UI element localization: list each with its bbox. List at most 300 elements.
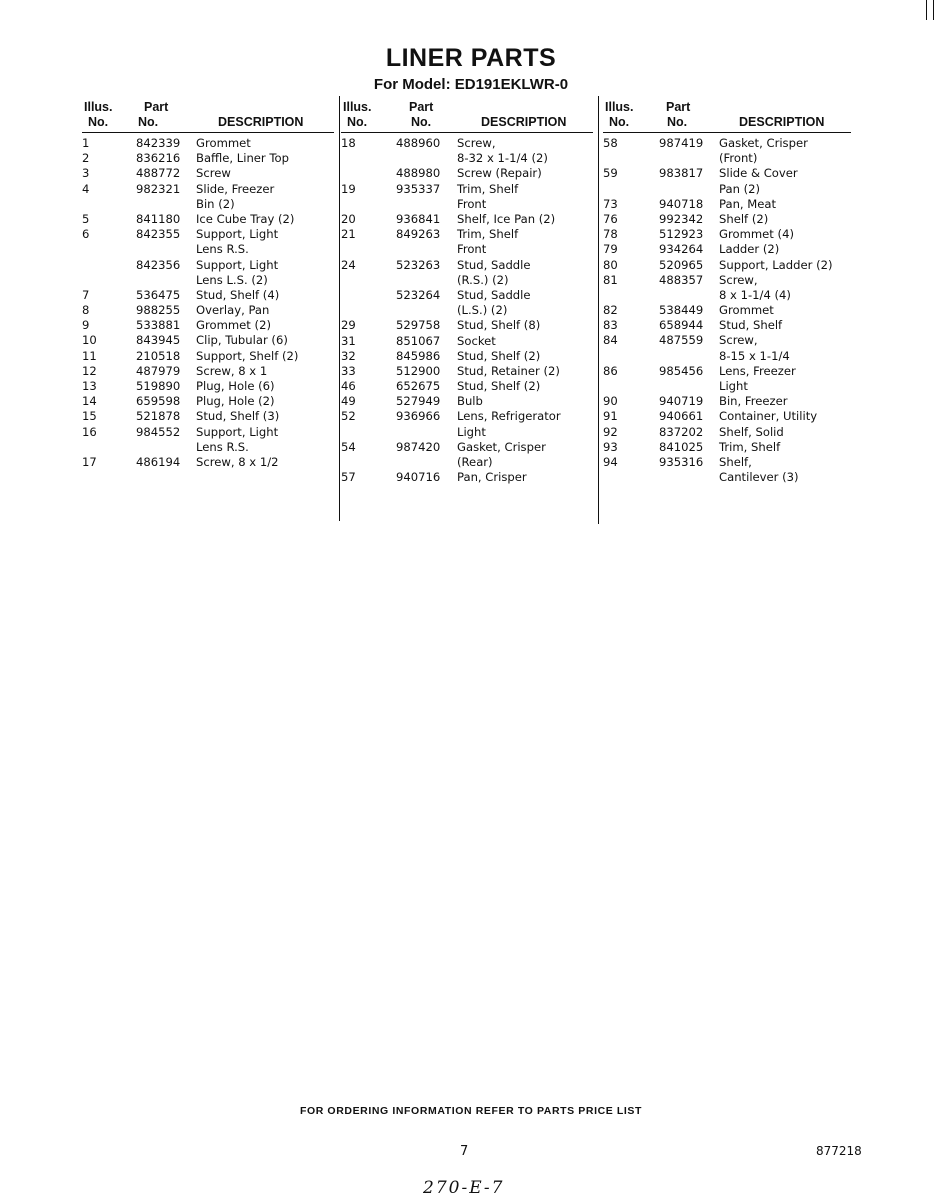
description	[457, 334, 496, 349]
part-number: 842355	[136, 227, 181, 242]
illus-number: 80	[603, 257, 618, 272]
part-number: 841025	[659, 439, 704, 454]
description	[719, 273, 791, 303]
description-line: Shelf,	[719, 455, 752, 470]
table-row	[603, 197, 851, 212]
description	[196, 212, 294, 227]
illus-number: 31	[341, 333, 356, 348]
description-line: Stud, Shelf (2)	[457, 379, 541, 394]
table-row	[82, 258, 334, 288]
description-line: Stud, Shelf (4)	[196, 287, 280, 302]
part-number: 841180	[136, 211, 181, 226]
description-line: Grommet	[719, 303, 774, 318]
description	[196, 318, 271, 333]
table-row	[82, 212, 334, 227]
part-number: 652675	[396, 379, 441, 394]
illus-number: 52	[341, 409, 356, 424]
description-line: Lens, Freezer	[719, 363, 796, 378]
column-divider	[339, 96, 340, 521]
table-row	[603, 318, 851, 333]
description-line: Grommet	[196, 136, 251, 150]
part-number: 849263	[396, 227, 441, 242]
description-line: Shelf, Solid	[719, 424, 784, 439]
description-line: Stud, Shelf (3)	[196, 409, 280, 424]
illus-number: 78	[603, 227, 618, 242]
description-line: Stud, Saddle	[457, 257, 531, 272]
table-row	[341, 318, 593, 333]
description	[457, 364, 560, 379]
part-number: 512900	[396, 363, 441, 378]
table-row	[341, 470, 593, 485]
description-line: Plug, Hole (2)	[196, 394, 275, 409]
illus-number: 15	[82, 409, 97, 424]
table-row	[341, 409, 593, 439]
description	[196, 227, 278, 257]
description	[196, 379, 275, 394]
table-row	[603, 273, 851, 303]
description-line: Screw,	[457, 136, 496, 150]
part-number: 936966	[396, 409, 441, 424]
column-header	[341, 100, 593, 133]
description-line: Light	[719, 379, 748, 394]
description-line: Screw,	[719, 272, 758, 287]
illus-number: 82	[603, 303, 618, 318]
illus-number: 92	[603, 424, 618, 439]
description-line: Support, Light	[196, 424, 279, 439]
description	[196, 151, 289, 166]
description-line: Lens, Refrigerator	[457, 409, 561, 424]
description	[719, 318, 782, 333]
table-row	[82, 136, 334, 151]
column-header	[82, 100, 334, 133]
description-line: Slide, Freezer	[196, 181, 275, 196]
part-number: 488960	[396, 136, 441, 150]
illus-number: 1	[82, 136, 90, 150]
document-number: 877218	[816, 1144, 862, 1158]
table-row	[82, 349, 334, 364]
table-row	[603, 227, 851, 242]
part-number: 940661	[659, 409, 704, 424]
illus-number: 33	[341, 363, 356, 378]
description	[196, 425, 278, 455]
illus-number: 6	[82, 227, 90, 242]
part-number: 988255	[136, 303, 181, 318]
description-line: Pan (2)	[719, 181, 761, 196]
description	[196, 394, 275, 409]
part-number: 843945	[136, 333, 181, 348]
table-row	[341, 440, 593, 470]
description-header: DESCRIPTION	[218, 115, 304, 129]
parts-column-1	[82, 100, 334, 470]
part-number: 536475	[136, 287, 181, 302]
illus-number: 19	[341, 181, 356, 196]
description	[196, 364, 267, 379]
description-line: Overlay, Pan	[196, 303, 270, 318]
description	[196, 409, 279, 424]
description	[719, 455, 799, 485]
part-header: Part	[409, 100, 434, 114]
table-row	[82, 151, 334, 166]
illus-number: 46	[341, 379, 356, 394]
part-number: 512923	[659, 227, 704, 242]
description-line: Trim, Shelf	[457, 227, 519, 242]
description	[719, 166, 798, 196]
part-number: 842339	[136, 136, 181, 150]
description-line: Screw,	[719, 333, 758, 348]
table-row	[603, 455, 851, 485]
illus-number: 11	[82, 348, 97, 363]
description	[457, 470, 527, 485]
description-line: Screw (Repair)	[457, 166, 542, 181]
part-number: 837202	[659, 424, 704, 439]
part-number: 520965	[659, 257, 704, 272]
illus-number: 32	[341, 348, 356, 363]
description-line: Screw, 8 x 1	[196, 363, 268, 378]
description	[457, 409, 561, 439]
part-number: 488980	[396, 166, 441, 181]
part-header: Part	[144, 100, 169, 114]
description	[196, 166, 231, 181]
description-line: Cantilever (3)	[719, 470, 799, 485]
part-number: 934264	[659, 242, 704, 257]
part-number: 486194	[136, 455, 181, 469]
description-line: Stud, Saddle	[457, 287, 531, 302]
part-number: 487979	[136, 363, 181, 378]
part-number: 985456	[659, 363, 704, 378]
illus-number: 3	[82, 166, 90, 181]
part-number: 987420	[396, 439, 441, 454]
table-row	[603, 136, 851, 166]
description	[457, 288, 531, 318]
part-number: 519890	[136, 379, 181, 394]
table-row	[603, 409, 851, 424]
illus-number: 16	[82, 424, 97, 439]
part-number: 845986	[396, 348, 441, 363]
part-number: 533881	[136, 318, 181, 333]
illus-number: 7	[82, 287, 90, 302]
part-number: 210518	[136, 348, 181, 363]
description	[196, 258, 278, 288]
illus-header: Illus.	[605, 100, 634, 114]
part-number: 658944	[659, 318, 704, 333]
table-row	[82, 333, 334, 348]
table-row	[341, 227, 593, 257]
ordering-note: FOR ORDERING INFORMATION REFER TO PARTS PRICE LIST	[299, 1105, 643, 1117]
illus-number: 14	[82, 394, 97, 409]
description-line: Support, Light	[196, 227, 279, 242]
description-line: Bulb	[457, 394, 483, 409]
table-row	[603, 333, 851, 363]
description-line: 8 x 1-1/4 (4)	[719, 287, 791, 302]
description-line: Screw, 8 x 1/2	[196, 455, 279, 469]
description	[457, 136, 548, 166]
description-line: Socket	[457, 333, 496, 348]
description	[457, 318, 540, 333]
part-no-header: No.	[411, 115, 432, 129]
page-number: 7	[460, 1144, 469, 1159]
illus-number: 9	[82, 318, 90, 333]
illus-number: 93	[603, 439, 618, 454]
table-row	[603, 394, 851, 409]
description	[719, 242, 779, 257]
description-line: (L.S.) (2)	[457, 303, 508, 318]
illus-no-header: No.	[609, 115, 630, 129]
illus-number: 94	[603, 455, 618, 470]
description	[196, 333, 288, 348]
parts-column-3	[603, 100, 851, 485]
description-line: Shelf (2)	[719, 211, 769, 226]
model-subtitle: For Model: ED191EKLWR-0	[373, 76, 569, 93]
description	[196, 136, 251, 151]
description-line: Lens R.S.	[196, 242, 249, 257]
description	[196, 303, 269, 318]
illus-number: 90	[603, 394, 618, 409]
table-row	[603, 242, 851, 257]
part-number: 936841	[396, 211, 441, 226]
description-line: Slide & Cover	[719, 166, 798, 181]
part-number: 527949	[396, 394, 441, 409]
description	[719, 364, 796, 394]
description-line: Support, Ladder (2)	[719, 257, 833, 272]
part-number: 529758	[396, 318, 441, 333]
illus-number: 91	[603, 409, 618, 424]
illus-number: 20	[341, 211, 356, 226]
part-number: 940716	[396, 470, 441, 485]
table-row	[341, 379, 593, 394]
illus-number: 13	[82, 379, 97, 394]
description-line: 8-15 x 1-1/4	[719, 348, 790, 363]
part-number: 992342	[659, 211, 704, 226]
rows	[341, 133, 593, 485]
illus-number: 79	[603, 242, 618, 257]
illus-header: Illus.	[84, 100, 113, 114]
description-line: Front	[457, 196, 487, 211]
illus-number: 8	[82, 303, 90, 318]
description-line: 8-32 x 1-1/4 (2)	[457, 151, 548, 166]
description-line: Trim, Shelf	[457, 181, 519, 196]
part-header: Part	[666, 100, 691, 114]
description-line: Trim, Shelf	[719, 439, 781, 454]
description	[196, 349, 298, 364]
description-line: (Front)	[719, 151, 758, 166]
table-row	[603, 166, 851, 196]
table-row	[341, 349, 593, 364]
description-line: Pan, Meat	[719, 196, 777, 211]
table-row	[341, 334, 593, 349]
description-line: Baffle, Liner Top	[196, 151, 289, 166]
table-row	[341, 212, 593, 227]
description	[457, 182, 518, 212]
part-number: 538449	[659, 303, 704, 318]
table-row	[82, 303, 334, 318]
description-line: Front	[457, 242, 487, 257]
table-row	[603, 258, 851, 273]
part-number: 982321	[136, 181, 181, 196]
description-line: Stud, Shelf	[719, 318, 783, 333]
description	[196, 288, 279, 303]
description-line: Pan, Crisper	[457, 470, 527, 485]
handwritten-annotation: 270-E-7	[423, 1178, 505, 1198]
description-line: Lens L.S. (2)	[196, 272, 268, 287]
part-number: 488772	[136, 166, 181, 181]
illus-no-header: No.	[347, 115, 368, 129]
description-line: (R.S.) (2)	[457, 272, 509, 287]
illus-number: 84	[603, 333, 618, 348]
part-number: 842356	[136, 257, 181, 272]
part-number: 987419	[659, 136, 704, 150]
table-row	[341, 364, 593, 379]
table-row	[82, 166, 334, 181]
table-row	[82, 394, 334, 409]
part-number: 521878	[136, 409, 181, 424]
table-row	[603, 364, 851, 394]
part-number: 523263	[396, 257, 441, 272]
description-line: Container, Utility	[719, 409, 818, 424]
description	[196, 455, 279, 470]
illus-number: 21	[341, 227, 356, 242]
description-line: Gasket, Crisper	[719, 136, 808, 150]
description-line: Stud, Shelf (8)	[457, 318, 541, 333]
description-line: Ice Cube Tray (2)	[196, 211, 295, 226]
illus-number: 10	[82, 333, 97, 348]
illus-number: 12	[82, 363, 97, 378]
description-line: (Rear)	[457, 455, 493, 470]
description	[196, 182, 274, 212]
description-line: Grommet (4)	[719, 227, 794, 242]
illus-number: 54	[341, 439, 356, 454]
part-no-header: No.	[138, 115, 159, 129]
description	[719, 394, 787, 409]
illus-no-header: No.	[88, 115, 109, 129]
part-number: 940719	[659, 394, 704, 409]
table-row	[82, 425, 334, 455]
description-line: Ladder (2)	[719, 242, 780, 257]
page-title: LINER PARTS	[385, 44, 557, 72]
description	[457, 212, 555, 227]
illus-number: 86	[603, 363, 618, 378]
table-row	[603, 425, 851, 440]
table-row	[341, 394, 593, 409]
description-line: Shelf, Ice Pan (2)	[457, 211, 556, 226]
rows	[603, 133, 851, 485]
description-line: Grommet (2)	[196, 318, 271, 333]
parts-column-2	[341, 100, 593, 485]
part-no-header: No.	[667, 115, 688, 129]
description	[719, 409, 817, 424]
table-row	[603, 212, 851, 227]
illus-number: 58	[603, 136, 618, 150]
description-line: Support, Light	[196, 257, 279, 272]
illus-number: 83	[603, 318, 618, 333]
description	[719, 197, 776, 212]
column-divider	[598, 96, 599, 524]
part-number: 659598	[136, 394, 181, 409]
part-number: 940718	[659, 196, 704, 211]
illus-number: 18	[341, 136, 356, 150]
table-row	[341, 288, 593, 318]
table-row	[341, 136, 593, 166]
description-line: Light	[457, 424, 486, 439]
illus-number: 5	[82, 211, 90, 226]
description	[457, 166, 542, 181]
table-row	[82, 364, 334, 379]
illus-number: 59	[603, 166, 618, 181]
description	[457, 227, 518, 257]
table-row	[341, 182, 593, 212]
table-row	[82, 455, 334, 470]
description	[719, 333, 790, 363]
description-line: Bin (2)	[196, 196, 235, 211]
column-header	[603, 100, 851, 133]
illus-number: 29	[341, 318, 356, 333]
part-number: 487559	[659, 333, 704, 348]
description	[457, 394, 483, 409]
description	[457, 258, 531, 288]
part-number: 935337	[396, 181, 441, 196]
table-row	[341, 166, 593, 181]
illus-number: 24	[341, 257, 356, 272]
description-line: Bin, Freezer	[719, 394, 788, 409]
part-number: 836216	[136, 151, 181, 166]
description-header: DESCRIPTION	[739, 115, 825, 129]
table-row	[341, 258, 593, 288]
illus-number: 81	[603, 272, 618, 287]
description-line: Plug, Hole (6)	[196, 379, 275, 394]
illus-number: 73	[603, 196, 618, 211]
description	[719, 425, 784, 440]
illus-number: 76	[603, 211, 618, 226]
rows	[82, 133, 334, 470]
description	[719, 303, 774, 318]
description-line: Stud, Retainer (2)	[457, 363, 560, 378]
table-row	[82, 409, 334, 424]
table-row	[82, 318, 334, 333]
illus-number: 4	[82, 181, 90, 196]
description-header: DESCRIPTION	[481, 115, 567, 129]
description	[719, 136, 808, 166]
corner-mark	[926, 0, 934, 20]
part-number: 984552	[136, 424, 181, 439]
description	[719, 212, 768, 227]
part-number: 983817	[659, 166, 704, 181]
description-line: Gasket, Crisper	[457, 439, 546, 454]
description	[457, 349, 540, 364]
illus-number: 57	[341, 470, 356, 485]
illus-number: 17	[82, 455, 97, 469]
illus-number: 49	[341, 394, 356, 409]
description	[457, 379, 540, 394]
description-line: Screw	[196, 166, 231, 181]
illus-header: Illus.	[343, 100, 372, 114]
table-row	[82, 182, 334, 212]
part-number: 935316	[659, 455, 704, 470]
illus-number: 2	[82, 151, 90, 166]
description	[719, 440, 780, 455]
description-line: Clip, Tubular (6)	[196, 333, 288, 348]
table-row	[82, 288, 334, 303]
description-line: Support, Shelf (2)	[196, 348, 299, 363]
description	[719, 227, 794, 242]
part-number: 851067	[396, 333, 441, 348]
description-line: Lens R.S.	[196, 439, 249, 454]
part-number: 488357	[659, 272, 704, 287]
description	[457, 440, 546, 470]
description	[719, 258, 833, 273]
part-number: 523264	[396, 287, 441, 302]
table-row	[603, 303, 851, 318]
table-row	[82, 379, 334, 394]
table-row	[82, 227, 334, 257]
